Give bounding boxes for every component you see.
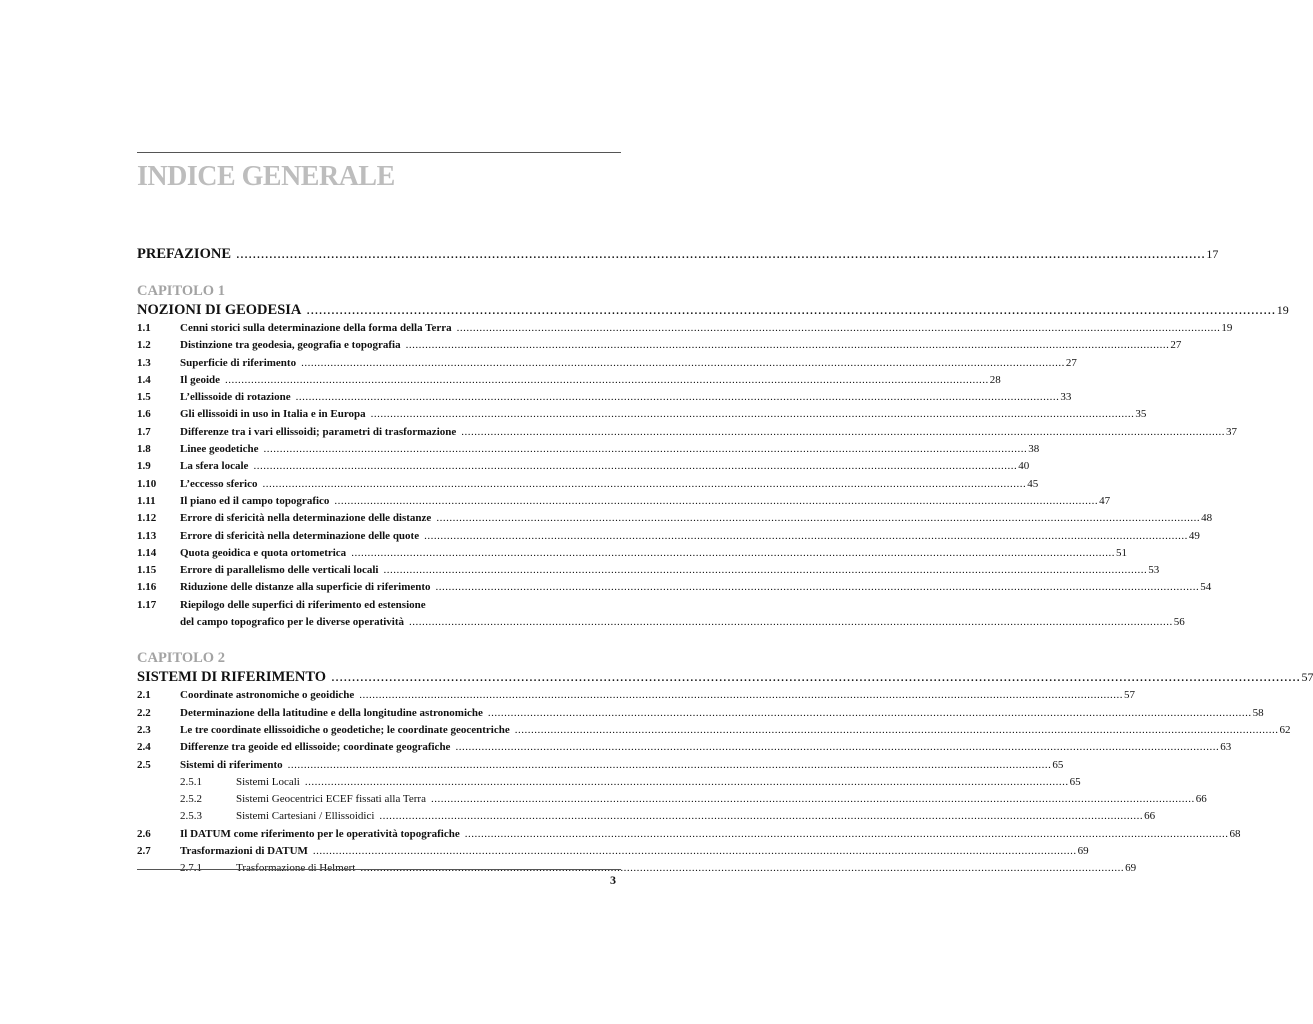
toc-number: 1.6 xyxy=(137,408,151,421)
toc-label: Coordinate astronomiche o geoidiche xyxy=(180,689,355,702)
toc-page: 57 xyxy=(1301,670,1313,685)
toc-label: Errore di sfericità nella determinazione delle quote xyxy=(180,529,420,542)
toc-entry[interactable] xyxy=(137,562,1160,579)
toc-page: 47 xyxy=(1099,494,1111,507)
toc-page: 66 xyxy=(1144,810,1156,823)
toc-page: 19 xyxy=(1276,303,1289,317)
toc-chapter-title[interactable] xyxy=(137,667,1313,687)
toc-page: 45 xyxy=(1027,477,1039,490)
leader-dots xyxy=(331,667,1300,687)
toc-number: 1.9 xyxy=(137,460,151,473)
table-of-contents xyxy=(137,244,1313,878)
toc-entry[interactable] xyxy=(137,389,1072,406)
toc-entry[interactable] xyxy=(137,424,1237,441)
toc-entry[interactable] xyxy=(137,320,1233,337)
toc-label: Il piano ed il campo topografico xyxy=(180,494,330,507)
toc-entry[interactable] xyxy=(137,722,1291,739)
toc-page: 62 xyxy=(1279,723,1291,736)
toc-entry[interactable] xyxy=(137,372,1001,389)
toc-page: 63 xyxy=(1220,741,1232,754)
chapter-heading: CAPITOLO 2 xyxy=(137,650,225,667)
toc-number: 2.5 xyxy=(137,758,151,771)
toc-page: 19 xyxy=(1221,322,1233,334)
leader-dots xyxy=(359,687,1123,704)
leader-dots xyxy=(457,320,1221,337)
leader-dots xyxy=(301,355,1065,372)
bottom-rule xyxy=(137,869,621,870)
toc-number: 1.8 xyxy=(137,443,151,456)
toc-label: Riduzione delle distanze alla superficie di riferimento xyxy=(180,581,431,594)
toc-number: 1.4 xyxy=(137,373,151,386)
chapter-heading: CAPITOLO 1 xyxy=(137,283,225,299)
toc-number: 1.7 xyxy=(137,425,151,438)
toc-entry[interactable] xyxy=(137,493,1111,510)
toc-label: La sfera locale xyxy=(180,460,249,473)
toc-entry[interactable] xyxy=(137,406,1147,423)
leader-dots xyxy=(488,705,1252,722)
toc-label: Differenze tra geoide ed ellissoide; coordinate geografiche xyxy=(180,741,451,754)
toc-entry[interactable] xyxy=(137,757,1064,774)
toc-number: 2.7.1 xyxy=(180,862,202,875)
leader-dots xyxy=(351,545,1115,562)
toc-label: Trasformazioni di DATUM xyxy=(180,845,308,858)
toc-label: Il geoide xyxy=(180,373,221,386)
toc-label: Linee geodetiche xyxy=(180,443,259,456)
toc-page: 69 xyxy=(1077,845,1089,858)
leader-dots xyxy=(296,389,1060,406)
toc-entry[interactable] xyxy=(137,337,1182,354)
toc-number: 1.15 xyxy=(137,564,157,577)
leader-dots xyxy=(236,244,1205,264)
leader-dots xyxy=(264,441,1028,458)
leader-dots xyxy=(379,808,1143,825)
toc-label: Le tre coordinate ellissoidiche o geodetiche; le coordinate geocentriche xyxy=(180,723,510,736)
leader-dots xyxy=(225,372,989,389)
toc-label-continued: del campo topografico per le diverse operatività xyxy=(180,616,405,629)
toc-page: 57 xyxy=(1124,689,1136,702)
toc-number: 1.11 xyxy=(137,494,156,507)
toc-number: 1.1 xyxy=(137,322,151,334)
toc-page: 66 xyxy=(1195,793,1207,806)
leader-dots xyxy=(313,843,1077,860)
toc-page: 68 xyxy=(1229,827,1241,840)
toc-page: 65 xyxy=(1052,758,1064,771)
toc-number: 1.17 xyxy=(137,598,157,611)
toc-number: 2.4 xyxy=(137,741,151,754)
toc-label: Sistemi Locali xyxy=(236,775,300,788)
toc-number: 1.10 xyxy=(137,477,157,490)
toc-number: 1.13 xyxy=(137,529,157,542)
leader-dots xyxy=(515,722,1279,739)
page-title: INDICE GENERALE xyxy=(137,161,395,192)
leader-dots xyxy=(334,493,1098,510)
toc-entry[interactable] xyxy=(137,510,1213,527)
leader-dots xyxy=(383,562,1147,579)
toc-number: 2.3 xyxy=(137,723,151,736)
toc-page: 65 xyxy=(1069,775,1081,788)
toc-page: 27 xyxy=(1065,356,1077,369)
toc-entry[interactable] xyxy=(137,528,1200,545)
toc-number: 1.5 xyxy=(137,391,151,404)
leader-dots xyxy=(306,300,1275,320)
toc-number: 2.2 xyxy=(137,706,151,719)
toc-page: 51 xyxy=(1115,546,1127,559)
leader-dots xyxy=(455,739,1219,756)
toc-page: 40 xyxy=(1018,460,1030,473)
toc-label: Riepilogo delle superfici di riferimento ed estensione xyxy=(180,598,426,611)
toc-page: 28 xyxy=(989,373,1001,386)
toc-label: Errore di sfericità nella determinazione delle distanze xyxy=(180,512,432,525)
toc-entry[interactable] xyxy=(137,705,1264,722)
toc-page: 35 xyxy=(1135,408,1147,421)
toc-label: Sistemi di riferimento xyxy=(180,758,283,771)
leader-dots xyxy=(436,579,1200,596)
chapter-entries xyxy=(137,687,1291,773)
toc-label: Sistemi Geocentrici ECEF fissati alla Terra xyxy=(236,793,426,806)
toc-chapter-title[interactable] xyxy=(137,300,1289,320)
toc-page: 58 xyxy=(1252,706,1264,719)
toc-label: Errore di parallelismo delle verticali locali xyxy=(180,564,379,577)
toc-page: 33 xyxy=(1060,391,1072,404)
toc-page: 48 xyxy=(1201,512,1213,525)
toc-entry[interactable] xyxy=(137,458,1030,475)
toc-label: Trasformazione di Helmert xyxy=(236,862,356,875)
toc-label: Distinzione tra geodesia, geografia e topografia xyxy=(180,339,401,352)
toc-number: 1.12 xyxy=(137,512,157,525)
leader-dots xyxy=(424,528,1188,545)
toc-number: 2.1 xyxy=(137,689,151,702)
toc-label: SISTEMI DI RIFERIMENTO xyxy=(137,669,327,686)
leader-dots xyxy=(262,476,1026,493)
toc-label: NOZIONI DI GEODESIA xyxy=(137,302,302,318)
toc-page: 56 xyxy=(1173,616,1185,629)
toc-page: 54 xyxy=(1200,581,1212,594)
toc-label: Sistemi Cartesiani / Ellissoidici xyxy=(236,810,375,823)
toc-number: 2.5.3 xyxy=(180,810,202,823)
toc-subentry[interactable] xyxy=(137,808,1156,825)
leader-dots xyxy=(305,774,1069,791)
toc-number: 2.5.1 xyxy=(180,775,202,788)
toc-number: 2.6 xyxy=(137,827,151,840)
chapter-entries xyxy=(137,826,1241,861)
toc-entry[interactable] xyxy=(137,687,1136,704)
leader-dots xyxy=(371,406,1135,423)
toc-number: 1.16 xyxy=(137,581,157,594)
chapter-entries xyxy=(137,320,1237,597)
toc-label: L’eccesso sferico xyxy=(180,477,258,490)
toc-label: Quota geoidica e quota ortometrica xyxy=(180,546,347,559)
toc-entry[interactable] xyxy=(137,545,1127,562)
toc-label: L’ellissoide di rotazione xyxy=(180,391,291,404)
toc-page: 53 xyxy=(1148,564,1160,577)
toc-entry[interactable] xyxy=(137,597,1185,632)
toc-subentry[interactable] xyxy=(137,774,1081,791)
leader-dots xyxy=(288,757,1052,774)
page-number: 3 xyxy=(610,873,616,887)
toc-entry[interactable] xyxy=(137,476,1039,493)
toc-label: Gli ellissoidi in uso in Italia e in Europa xyxy=(180,408,366,421)
toc-label: PREFAZIONE xyxy=(137,246,231,262)
leader-dots xyxy=(465,826,1229,843)
toc-label: Differenze tra i vari ellissoidi; parametri di trasformazione xyxy=(180,425,457,438)
toc-page: 38 xyxy=(1028,443,1040,456)
toc-preface[interactable] xyxy=(137,244,1219,264)
toc-number: 1.14 xyxy=(137,546,157,559)
leader-dots xyxy=(253,458,1017,475)
toc-entry[interactable] xyxy=(137,826,1241,843)
toc-label: Superficie di riferimento xyxy=(180,356,297,369)
toc-entry[interactable] xyxy=(137,843,1089,860)
toc-page: 17 xyxy=(1206,247,1219,261)
toc-page: 69 xyxy=(1125,862,1137,875)
leader-dots xyxy=(431,791,1195,808)
toc-number: 2.7 xyxy=(137,845,151,858)
toc-label: Il DATUM come riferimento per le operatività topografiche xyxy=(180,827,460,840)
leader-dots xyxy=(409,614,1173,631)
sub-entries xyxy=(137,774,1207,826)
leader-dots xyxy=(406,337,1170,354)
toc-page: 37 xyxy=(1226,425,1237,438)
toc-number: 1.2 xyxy=(137,339,151,352)
toc-number: 1.3 xyxy=(137,356,151,369)
top-rule xyxy=(137,152,621,153)
leader-dots xyxy=(461,424,1225,441)
toc-entry[interactable] xyxy=(137,739,1232,756)
toc-page: 27 xyxy=(1170,339,1182,352)
leader-dots xyxy=(436,510,1200,527)
toc-entry[interactable] xyxy=(137,355,1077,372)
toc-page: 49 xyxy=(1188,529,1200,542)
toc-entry[interactable] xyxy=(137,441,1040,458)
toc-label: Cenni storici sulla determinazione della forma della Terra xyxy=(180,322,452,334)
toc-subentry[interactable] xyxy=(137,791,1207,808)
toc-label: Determinazione della latitudine e della longitudine astronomiche xyxy=(180,706,483,719)
toc-number: 2.5.2 xyxy=(180,793,202,806)
toc-entry[interactable] xyxy=(137,579,1212,596)
